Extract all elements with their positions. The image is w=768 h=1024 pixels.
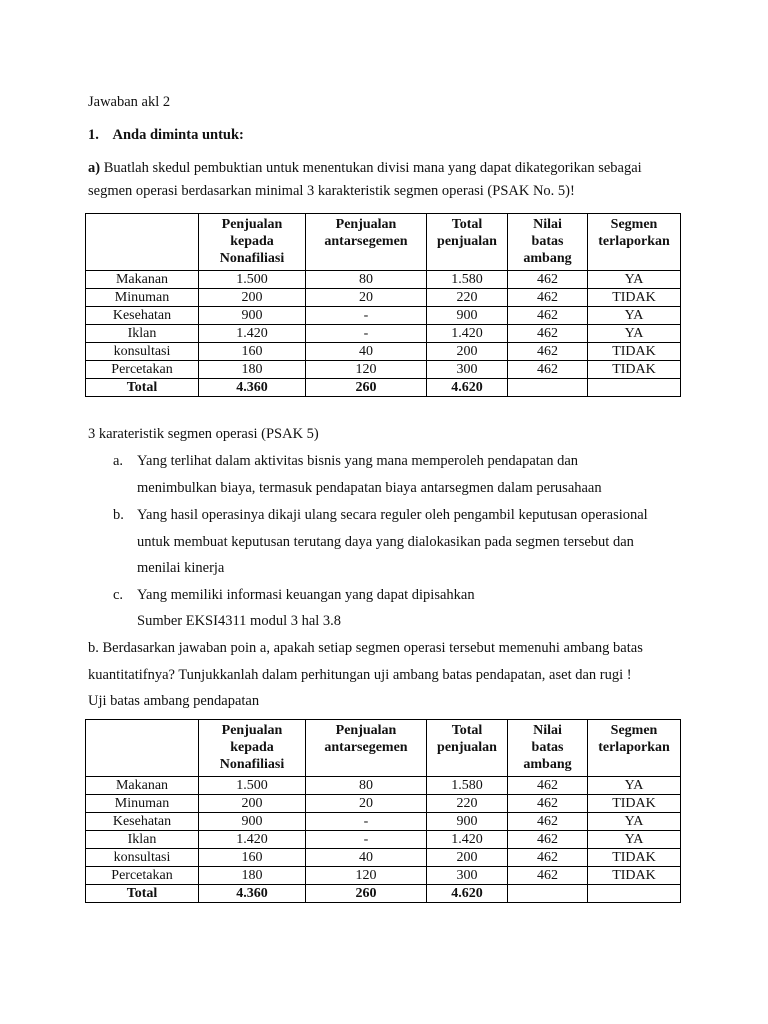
table-row: Kesehatan 900 - 900 462 YA [86,307,681,325]
header-total-penjualan: Total penjualan [427,720,508,777]
document-title: Jawaban akl 2 [88,94,171,110]
table-row: Iklan 1.420 - 1.420 462 YA [86,325,681,343]
table-row: Makanan 1.500 80 1.580 462 YA [86,271,681,289]
header-nilai-batas-ambang: Nilai batas ambang [508,214,588,271]
question-b-text-2: kuantitatifnya? Tunjukkanlah dalam perhitungan uji ambang batas pendapatan, aset dan rugi ! [88,667,632,683]
segment-table-2 [85,719,681,903]
question-a-text-1: Buatlah skedul pembuktian untuk menentukan divisi mana yang dapat dikategorikan sebagai [103,160,642,176]
table-row: konsultasi 160 40 200 462 TIDAK [86,343,681,361]
header-segment [86,720,199,777]
list-item: b. Yang hasil operasinya dikaji ulang secara reguler oleh pengambil keputusan operasional [113,507,648,523]
question-a-line1 [88,160,642,177]
revenue-test-heading: Uji batas ambang pendapatan [88,693,260,709]
source-note: Sumber EKSI4311 modul 3 hal 3.8 [137,613,342,629]
segment-table-1 [85,213,681,397]
header-total-penjualan: Total penjualan [427,214,508,271]
table-row: Minuman 200 20 220 462 TIDAK [86,289,681,307]
table-row: Makanan 1.500 80 1.580 462 YA [86,777,681,795]
question-1-text: Anda diminta untuk: [112,127,244,143]
header-segment [86,214,199,271]
table-row: Kesehatan 900 - 900 462 YA [86,813,681,831]
question-1 [88,127,244,144]
characteristics-heading: 3 karateristik segmen operasi (PSAK 5) [88,426,319,442]
table-row: Percetakan 180 120 300 462 TIDAK [86,361,681,379]
list-item-continuation: menilai kinerja [137,560,225,576]
table-row: konsultasi 160 40 200 462 TIDAK [86,849,681,867]
header-penjualan-antarsegmen: Penjualan antarsegemen [306,720,427,777]
table-row: Iklan 1.420 - 1.420 462 YA [86,831,681,849]
header-segmen-terlaporkan: Segmen terlaporkan [588,214,681,271]
header-penjualan-antarsegmen: Penjualan antarsegemen [306,214,427,271]
question-1-number: 1. [88,127,99,143]
header-penjualan-nonafiliasi: Penjualan kepada Nonafiliasi [199,214,306,271]
question-a-label: a) [88,160,101,176]
header-nilai-batas-ambang: Nilai batas ambang [508,720,588,777]
header-segmen-terlaporkan: Segmen terlaporkan [588,720,681,777]
question-a-text-2: segmen operasi berdasarkan minimal 3 karakteristik segmen operasi (PSAK No. 5)! [88,183,575,199]
table-row: Minuman 200 20 220 462 TIDAK [86,795,681,813]
question-b-text-1: b. Berdasarkan jawaban poin a, apakah setiap segmen operasi tersebut memenuhi ambang batas [88,640,643,656]
list-item-continuation: untuk membuat keputusan terutang daya yang dialokasikan pada segmen tersebut dan [137,534,634,550]
table-total-row: Total 4.360 260 4.620 [86,379,681,397]
list-item: a. Yang terlihat dalam aktivitas bisnis yang mana memperoleh pendapatan dan [113,453,579,469]
list-item-continuation: menimbulkan biaya, termasuk pendapatan biaya antarsegmen dalam perusahaan [137,480,602,496]
table-header-row [86,214,681,271]
table-header-row [86,720,681,777]
table-row: Percetakan 180 120 300 462 TIDAK [86,867,681,885]
header-penjualan-nonafiliasi: Penjualan kepada Nonafiliasi [199,720,306,777]
table-total-row: Total 4.360 260 4.620 [86,885,681,903]
list-item: c. Yang memiliki informasi keuangan yang dapat dipisahkan [113,587,475,603]
